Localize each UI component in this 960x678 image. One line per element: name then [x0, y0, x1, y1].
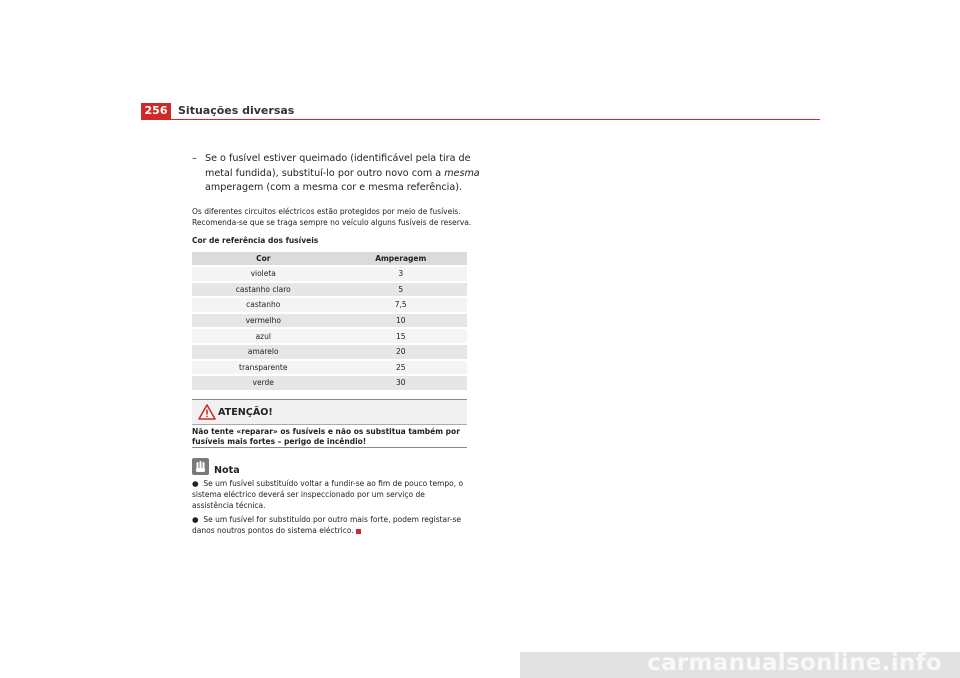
table-header-row: [192, 252, 467, 266]
cell-amperage: 15: [335, 328, 468, 344]
cell-color: castanho claro: [192, 282, 335, 298]
cell-color: transparente: [192, 360, 335, 376]
warning-box: [192, 399, 467, 448]
cell-amperage: 5: [335, 282, 468, 298]
cell-amperage: 30: [335, 375, 468, 391]
dash-list-item: [192, 152, 482, 196]
watermark-bar: [520, 652, 960, 678]
table-row: [192, 297, 467, 313]
note-title: Nota: [214, 465, 240, 476]
note-item-text: Se um fusível for substituído por outro mais forte, podem registar-se danos noutros pontos do sistema eléctrico.: [192, 515, 461, 535]
fuse-color-table: [192, 252, 467, 392]
header-rule: [141, 119, 820, 120]
cell-amperage: 25: [335, 360, 468, 376]
column-header-amperage: Amperagem: [335, 252, 468, 266]
warning-title: ATENÇÃO!: [218, 407, 273, 418]
table-caption: Cor de referência dos fusíveis: [192, 236, 319, 245]
table-row: [192, 344, 467, 360]
cell-amperage: 3: [335, 266, 468, 282]
dash-text-emph: mesma: [444, 167, 480, 179]
note-info-icon: [192, 458, 209, 475]
warning-header: [192, 400, 467, 425]
cell-color: violeta: [192, 266, 335, 282]
column-header-color: Cor: [192, 252, 335, 266]
bullet-marker: ●: [192, 479, 199, 488]
cell-amperage: 10: [335, 313, 468, 329]
cell-color: castanho: [192, 297, 335, 313]
table-row: [192, 375, 467, 391]
note-item: [192, 514, 467, 536]
dash-text-before: Se o fusível estiver queimado (identificável pela tira de metal fundida), substituí-lo por outro novo com a: [205, 153, 471, 179]
cell-color: verde: [192, 375, 335, 391]
cell-color: azul: [192, 328, 335, 344]
warning-triangle-icon: [198, 404, 216, 420]
dash-text-after: amperagem (com a mesma cor e mesma referência).: [205, 182, 463, 193]
table-row: [192, 313, 467, 329]
table-row: [192, 266, 467, 282]
note-item: [192, 478, 467, 511]
end-of-section-marker: [356, 529, 361, 534]
page-number: 256: [141, 103, 171, 119]
cell-color: amarelo: [192, 344, 335, 360]
watermark-text: carmanualsonline.info: [647, 650, 942, 676]
note-item-text: Se um fusível substituído voltar a fundir-se ao fim de pouco tempo, o sistema eléctrico deverá ser inspeccionado por um serviço de assistência técnica.: [192, 479, 464, 510]
table-row: [192, 328, 467, 344]
cell-color: vermelho: [192, 313, 335, 329]
table-row: [192, 282, 467, 298]
cell-amperage: 7,5: [335, 297, 468, 313]
section-title: Situações diversas: [178, 104, 295, 117]
table-row: [192, 360, 467, 376]
dash-item-text: [192, 152, 482, 196]
warning-text: Não tente «reparar» os fusíveis e não os substitua também por fusíveis mais fortes – perigo de incêndio!: [192, 427, 460, 446]
bullet-marker: ●: [192, 515, 199, 524]
paragraph-fuses-intro: Os diferentes circuitos eléctricos estão protegidos por meio de fusíveis. Recomenda-se que se traga sempre no veículo alguns fusíveis de reserva.: [192, 207, 472, 227]
cell-amperage: 20: [335, 344, 468, 360]
dash-marker: –: [192, 153, 197, 164]
